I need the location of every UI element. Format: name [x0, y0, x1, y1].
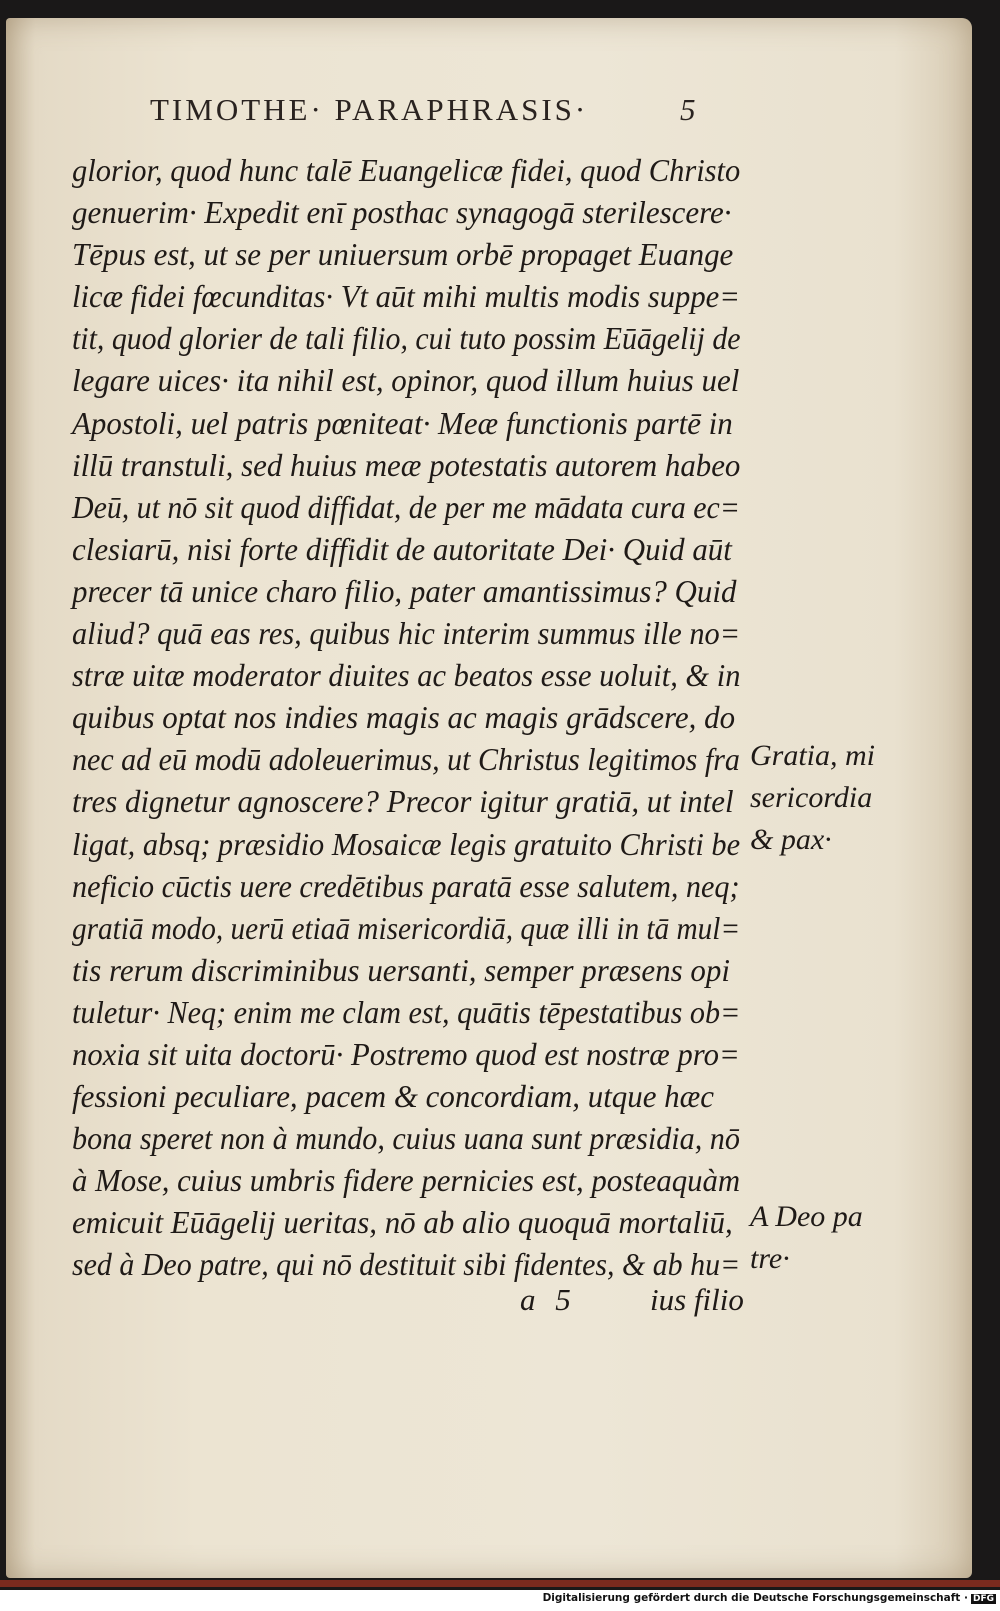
text-line: quibus optat nos indies magis ac magis grādscere, do — [72, 700, 736, 736]
text-line: clesiarū, nisi forte diffidit de autoritate Dei· Quid aūt — [72, 531, 732, 567]
text-line: à Mose, cuius umbris fidere pernicies est, posteaquàm — [72, 1163, 741, 1199]
page-edge — [0, 1580, 1000, 1587]
text-line: ligat, absq; præsidio Mosaicæ legis gratuito Christi be — [72, 826, 741, 862]
text-line: neficio cūctis uere credētibus paratā esse salutem, neq; — [72, 868, 740, 904]
running-header — [150, 92, 730, 128]
catchword: ius filio — [650, 1282, 744, 1317]
signature-mark: a 5 — [520, 1282, 577, 1317]
text-line: Tēpus est, ut se per uniuersum orbē propaget Euange — [72, 237, 734, 273]
text-line: legare uices· ita nihil est, opinor, quod illum huius uel — [72, 363, 740, 399]
text-line: noxia sit uita doctorū· Postremo quod est nostræ pro= — [72, 1036, 740, 1072]
text-line: gratiā modo, uerū etiaā misericordiā, quæ illi in tā mul= — [72, 910, 741, 946]
text-line: genuerim· Expedit enī posthac synagogā sterilescere· — [72, 195, 732, 231]
text-line: emicuit Eūāgelij ueritas, nō ab alio quoquā mortaliū, — [72, 1205, 733, 1241]
dfg-logo: DFG — [972, 1594, 994, 1604]
text-line: precer tā unice charo filio, pater amantissimus? Quid — [72, 573, 737, 609]
text-line: Deū, ut nō sit quod diffidat, de per me mādata cura ec= — [72, 489, 740, 525]
body-text — [72, 150, 752, 1287]
text-line: tit, quod glorier de tali filio, cui tuto possim Eūāgelij de — [72, 321, 741, 357]
text-line: nec ad eū modū adoleuerimus, ut Christus legitimos fra — [72, 742, 740, 778]
running-title: TIMOTHE· PARAPHRASIS· — [150, 92, 589, 127]
text-line: stræ uitæ moderator diuites ac beatos esse uoluit, & in — [72, 658, 741, 694]
margin-note-line: tre· — [750, 1242, 790, 1275]
margin-note-line: Gratia, mi — [750, 739, 876, 772]
text-line: bona speret non à mundo, cuius uana sunt præsidia, nō — [72, 1121, 740, 1157]
text-line: fessioni peculiare, pacem & concordiam, utque hæc — [72, 1079, 715, 1115]
margin-note-line: sericordia — [750, 781, 873, 814]
text-line: licæ fidei fœcunditas· Vt aūt mihi multis modis suppe= — [72, 279, 740, 315]
text-line: tres dignetur agnoscere? Precor igitur gratiā, ut intel — [72, 784, 734, 820]
text-line: sed à Deo patre, qui nō destituit sibi fidentes, & ab hu= — [72, 1247, 741, 1283]
credit-text: Digitalisierung gefördert durch die Deutsche Forschungsgemeinschaft · — [542, 1592, 968, 1604]
text-line: tis rerum discriminibus uersanti, semper præsens opi — [72, 952, 730, 988]
margin-note-line: A Deo pa — [750, 1200, 863, 1233]
folio-number: 5 — [680, 92, 699, 127]
margin-note-line: & pax· — [750, 823, 832, 856]
text-line: glorior, quod hunc talē Euangelicæ fidei, quod Christo — [72, 153, 741, 188]
text-line: aliud? quā eas res, quibus hic interim summus ille no= — [72, 616, 741, 652]
margin-note-a-deo — [750, 1196, 920, 1280]
text-line: Apostoli, uel patris pœniteat· Meæ functionis partē in — [72, 405, 733, 441]
text-line: illū transtuli, sed huius meæ potestatis autorem habeo — [72, 447, 741, 483]
digitization-credit — [543, 1592, 996, 1604]
margin-note-gratia — [750, 735, 920, 861]
text-line: tuletur· Neq; enim me clam est, quātis tēpestatibus ob= — [72, 994, 741, 1030]
